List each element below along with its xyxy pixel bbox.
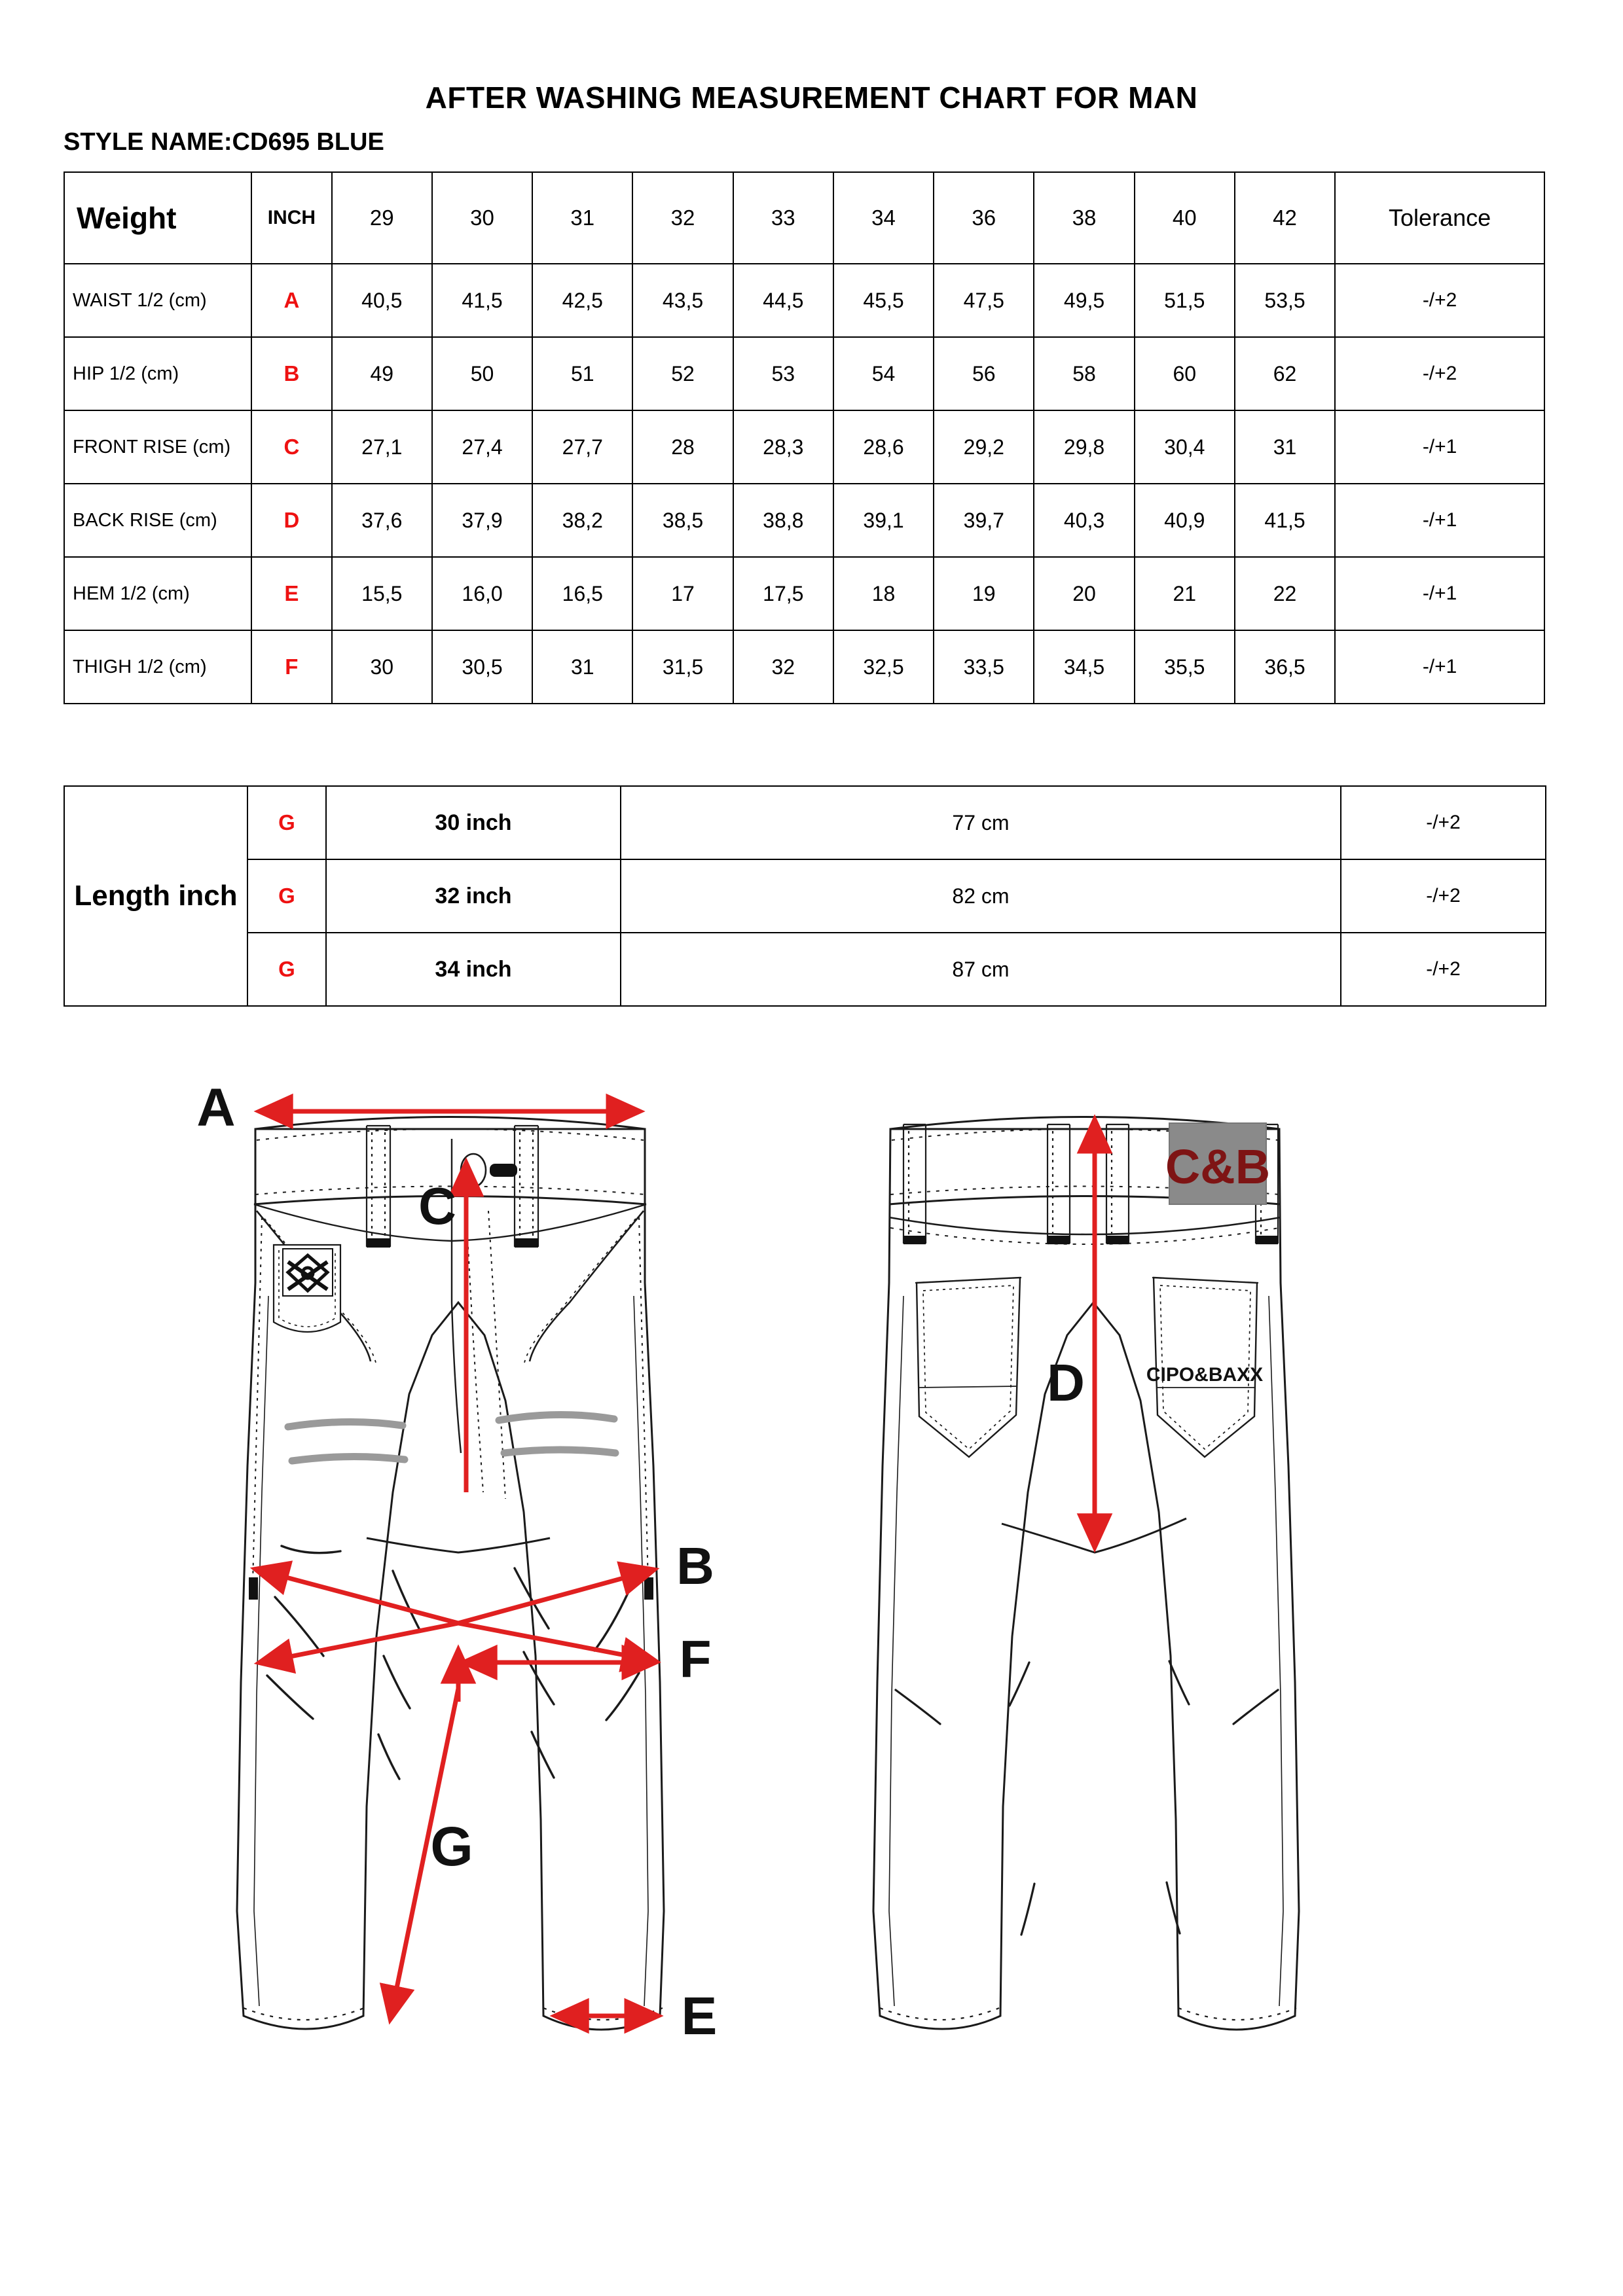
length-cm-34: 87 cm bbox=[621, 933, 1341, 1006]
cell-waist-32: 43,5 bbox=[632, 264, 733, 337]
length-code-g-34: G bbox=[247, 933, 326, 1006]
length-inch-32: 32 inch bbox=[326, 859, 621, 933]
header-weight: Weight bbox=[64, 172, 251, 264]
cell-back-rise-40: 40,9 bbox=[1135, 484, 1235, 557]
page-title: AFTER WASHING MEASUREMENT CHART FOR MAN bbox=[425, 81, 1198, 115]
cell-thigh-33: 32 bbox=[733, 630, 833, 704]
cell-hip-29: 49 bbox=[332, 337, 432, 410]
cell-hip-31: 51 bbox=[532, 337, 632, 410]
cell-back-rise-34: 39,1 bbox=[833, 484, 934, 557]
cipo-baxx-logo-icon bbox=[283, 1249, 333, 1296]
cell-front-rise-42: 31 bbox=[1235, 410, 1335, 484]
header-size-40: 40 bbox=[1135, 172, 1235, 264]
table-row bbox=[64, 484, 1544, 557]
dimension-label-a: A bbox=[196, 1078, 236, 1138]
cell-waist-42: 53,5 bbox=[1235, 264, 1335, 337]
cell-hip-34: 54 bbox=[833, 337, 934, 410]
row-code-b: B bbox=[251, 337, 332, 410]
header-size-42: 42 bbox=[1235, 172, 1335, 264]
cell-waist-40: 51,5 bbox=[1135, 264, 1235, 337]
cell-hip-33: 53 bbox=[733, 337, 833, 410]
header-size-36: 36 bbox=[934, 172, 1034, 264]
row-code-c: C bbox=[251, 410, 332, 484]
cell-hip-tolerance: -/+2 bbox=[1335, 337, 1544, 410]
cell-front-rise-40: 30,4 bbox=[1135, 410, 1235, 484]
table-row bbox=[64, 264, 1544, 337]
cell-front-rise-29: 27,1 bbox=[332, 410, 432, 484]
row-label-thigh: THIGH 1/2 (cm) bbox=[64, 630, 251, 704]
header-size-33: 33 bbox=[733, 172, 833, 264]
front-buttonhole bbox=[490, 1164, 517, 1177]
length-code-g-30: G bbox=[247, 786, 326, 859]
cell-hip-42: 62 bbox=[1235, 337, 1335, 410]
table-row bbox=[64, 410, 1544, 484]
cell-thigh-32: 31,5 bbox=[632, 630, 733, 704]
cell-front-rise-33: 28,3 bbox=[733, 410, 833, 484]
cell-waist-33: 44,5 bbox=[733, 264, 833, 337]
cell-back-rise-tolerance: -/+1 bbox=[1335, 484, 1544, 557]
cell-waist-30: 41,5 bbox=[432, 264, 532, 337]
cell-hem-36: 19 bbox=[934, 557, 1034, 630]
dimension-label-g: G bbox=[430, 1816, 473, 1877]
row-label-hem: HEM 1/2 (cm) bbox=[64, 557, 251, 630]
cell-front-rise-34: 28,6 bbox=[833, 410, 934, 484]
row-label-back-rise: BACK RISE (cm) bbox=[64, 484, 251, 557]
dimension-label-e: E bbox=[681, 1986, 718, 2046]
brand-patch bbox=[1165, 1123, 1270, 1204]
cell-back-rise-33: 38,8 bbox=[733, 484, 833, 557]
cell-waist-34: 45,5 bbox=[833, 264, 934, 337]
front-waistband-top bbox=[255, 1117, 645, 1130]
cell-back-rise-36: 39,7 bbox=[934, 484, 1034, 557]
dimension-label-b: B bbox=[676, 1537, 714, 1595]
cell-hip-36: 56 bbox=[934, 337, 1034, 410]
cell-front-rise-32: 28 bbox=[632, 410, 733, 484]
cell-hip-38: 58 bbox=[1034, 337, 1134, 410]
dimension-label-f: F bbox=[679, 1630, 712, 1688]
cell-back-rise-31: 38,2 bbox=[532, 484, 632, 557]
row-label-hip: HIP 1/2 (cm) bbox=[64, 337, 251, 410]
cell-front-rise-36: 29,2 bbox=[934, 410, 1034, 484]
table-row bbox=[64, 337, 1544, 410]
header-size-32: 32 bbox=[632, 172, 733, 264]
length-inch-30: 30 inch bbox=[326, 786, 621, 859]
cell-thigh-40: 35,5 bbox=[1135, 630, 1235, 704]
cell-thigh-31: 31 bbox=[532, 630, 632, 704]
cell-front-rise-30: 27,4 bbox=[432, 410, 532, 484]
length-cm-30: 77 cm bbox=[621, 786, 1341, 859]
row-code-f: F bbox=[251, 630, 332, 704]
cell-back-rise-38: 40,3 bbox=[1034, 484, 1134, 557]
row-code-a: A bbox=[251, 264, 332, 337]
cell-front-rise-tolerance: -/+1 bbox=[1335, 410, 1544, 484]
cell-hem-40: 21 bbox=[1135, 557, 1235, 630]
cell-hip-40: 60 bbox=[1135, 337, 1235, 410]
header-tolerance: Tolerance bbox=[1335, 172, 1544, 264]
cell-back-rise-29: 37,6 bbox=[332, 484, 432, 557]
cell-thigh-34: 32,5 bbox=[833, 630, 934, 704]
cell-thigh-36: 33,5 bbox=[934, 630, 1034, 704]
cell-back-rise-32: 38,5 bbox=[632, 484, 733, 557]
row-label-front-rise: FRONT RISE (cm) bbox=[64, 410, 251, 484]
back-pocket-brand-text: CIPO&BAXX bbox=[1146, 1364, 1264, 1386]
header-size-31: 31 bbox=[532, 172, 632, 264]
cell-hem-38: 20 bbox=[1034, 557, 1134, 630]
cell-hip-32: 52 bbox=[632, 337, 733, 410]
cell-waist-tolerance: -/+2 bbox=[1335, 264, 1544, 337]
cell-hem-29: 15,5 bbox=[332, 557, 432, 630]
length-tolerance-30: -/+2 bbox=[1341, 786, 1546, 859]
front-crotch-line bbox=[367, 1538, 550, 1552]
dimension-label-c: C bbox=[418, 1177, 456, 1235]
cell-thigh-tolerance: -/+1 bbox=[1335, 630, 1544, 704]
cell-waist-36: 47,5 bbox=[934, 264, 1034, 337]
cell-front-rise-31: 27,7 bbox=[532, 410, 632, 484]
header-size-30: 30 bbox=[432, 172, 532, 264]
table-row bbox=[64, 630, 1544, 704]
cell-thigh-42: 36,5 bbox=[1235, 630, 1335, 704]
cell-hem-42: 22 bbox=[1235, 557, 1335, 630]
cell-thigh-30: 30,5 bbox=[432, 630, 532, 704]
length-title: Length inch bbox=[64, 786, 247, 1006]
cell-front-rise-38: 29,8 bbox=[1034, 410, 1134, 484]
row-label-waist: WAIST 1/2 (cm) bbox=[64, 264, 251, 337]
header-size-34: 34 bbox=[833, 172, 934, 264]
row-code-e: E bbox=[251, 557, 332, 630]
front-view-jeans bbox=[237, 1117, 664, 2030]
header-size-38: 38 bbox=[1034, 172, 1134, 264]
cell-hem-31: 16,5 bbox=[532, 557, 632, 630]
technical-drawing-area bbox=[0, 995, 1623, 2068]
back-view-jeans bbox=[873, 1117, 1299, 2030]
cell-hem-34: 18 bbox=[833, 557, 934, 630]
cell-waist-38: 49,5 bbox=[1034, 264, 1134, 337]
cell-thigh-38: 34,5 bbox=[1034, 630, 1134, 704]
brand-patch-text: C&B bbox=[1165, 1139, 1271, 1194]
length-tolerance-34: -/+2 bbox=[1341, 933, 1546, 1006]
length-cm-32: 82 cm bbox=[621, 859, 1341, 933]
back-outline bbox=[873, 1129, 1299, 2030]
length-row bbox=[64, 786, 1546, 859]
cell-hem-30: 16,0 bbox=[432, 557, 532, 630]
header-inch: INCH bbox=[251, 172, 332, 264]
length-code-g-32: G bbox=[247, 859, 326, 933]
length-row bbox=[64, 859, 1546, 933]
cell-waist-29: 40,5 bbox=[332, 264, 432, 337]
cell-hem-tolerance: -/+1 bbox=[1335, 557, 1544, 630]
dimension-label-d: D bbox=[1047, 1354, 1085, 1412]
length-table bbox=[64, 785, 1546, 1007]
cell-back-rise-30: 37,9 bbox=[432, 484, 532, 557]
cell-hem-32: 17 bbox=[632, 557, 733, 630]
front-left-bartack bbox=[249, 1577, 258, 1600]
cell-back-rise-42: 41,5 bbox=[1235, 484, 1335, 557]
length-tolerance-32: -/+2 bbox=[1341, 859, 1546, 933]
cell-waist-31: 42,5 bbox=[532, 264, 632, 337]
length-inch-34: 34 inch bbox=[326, 933, 621, 1006]
table-header-row bbox=[64, 172, 1544, 264]
front-right-bartack bbox=[644, 1577, 653, 1600]
style-name-label: STYLE NAME:CD695 BLUE bbox=[64, 128, 384, 156]
header-size-29: 29 bbox=[332, 172, 432, 264]
cell-hem-33: 17,5 bbox=[733, 557, 833, 630]
measurement-table bbox=[64, 171, 1545, 704]
cell-hip-30: 50 bbox=[432, 337, 532, 410]
row-code-d: D bbox=[251, 484, 332, 557]
table-row bbox=[64, 557, 1544, 630]
cell-thigh-29: 30 bbox=[332, 630, 432, 704]
